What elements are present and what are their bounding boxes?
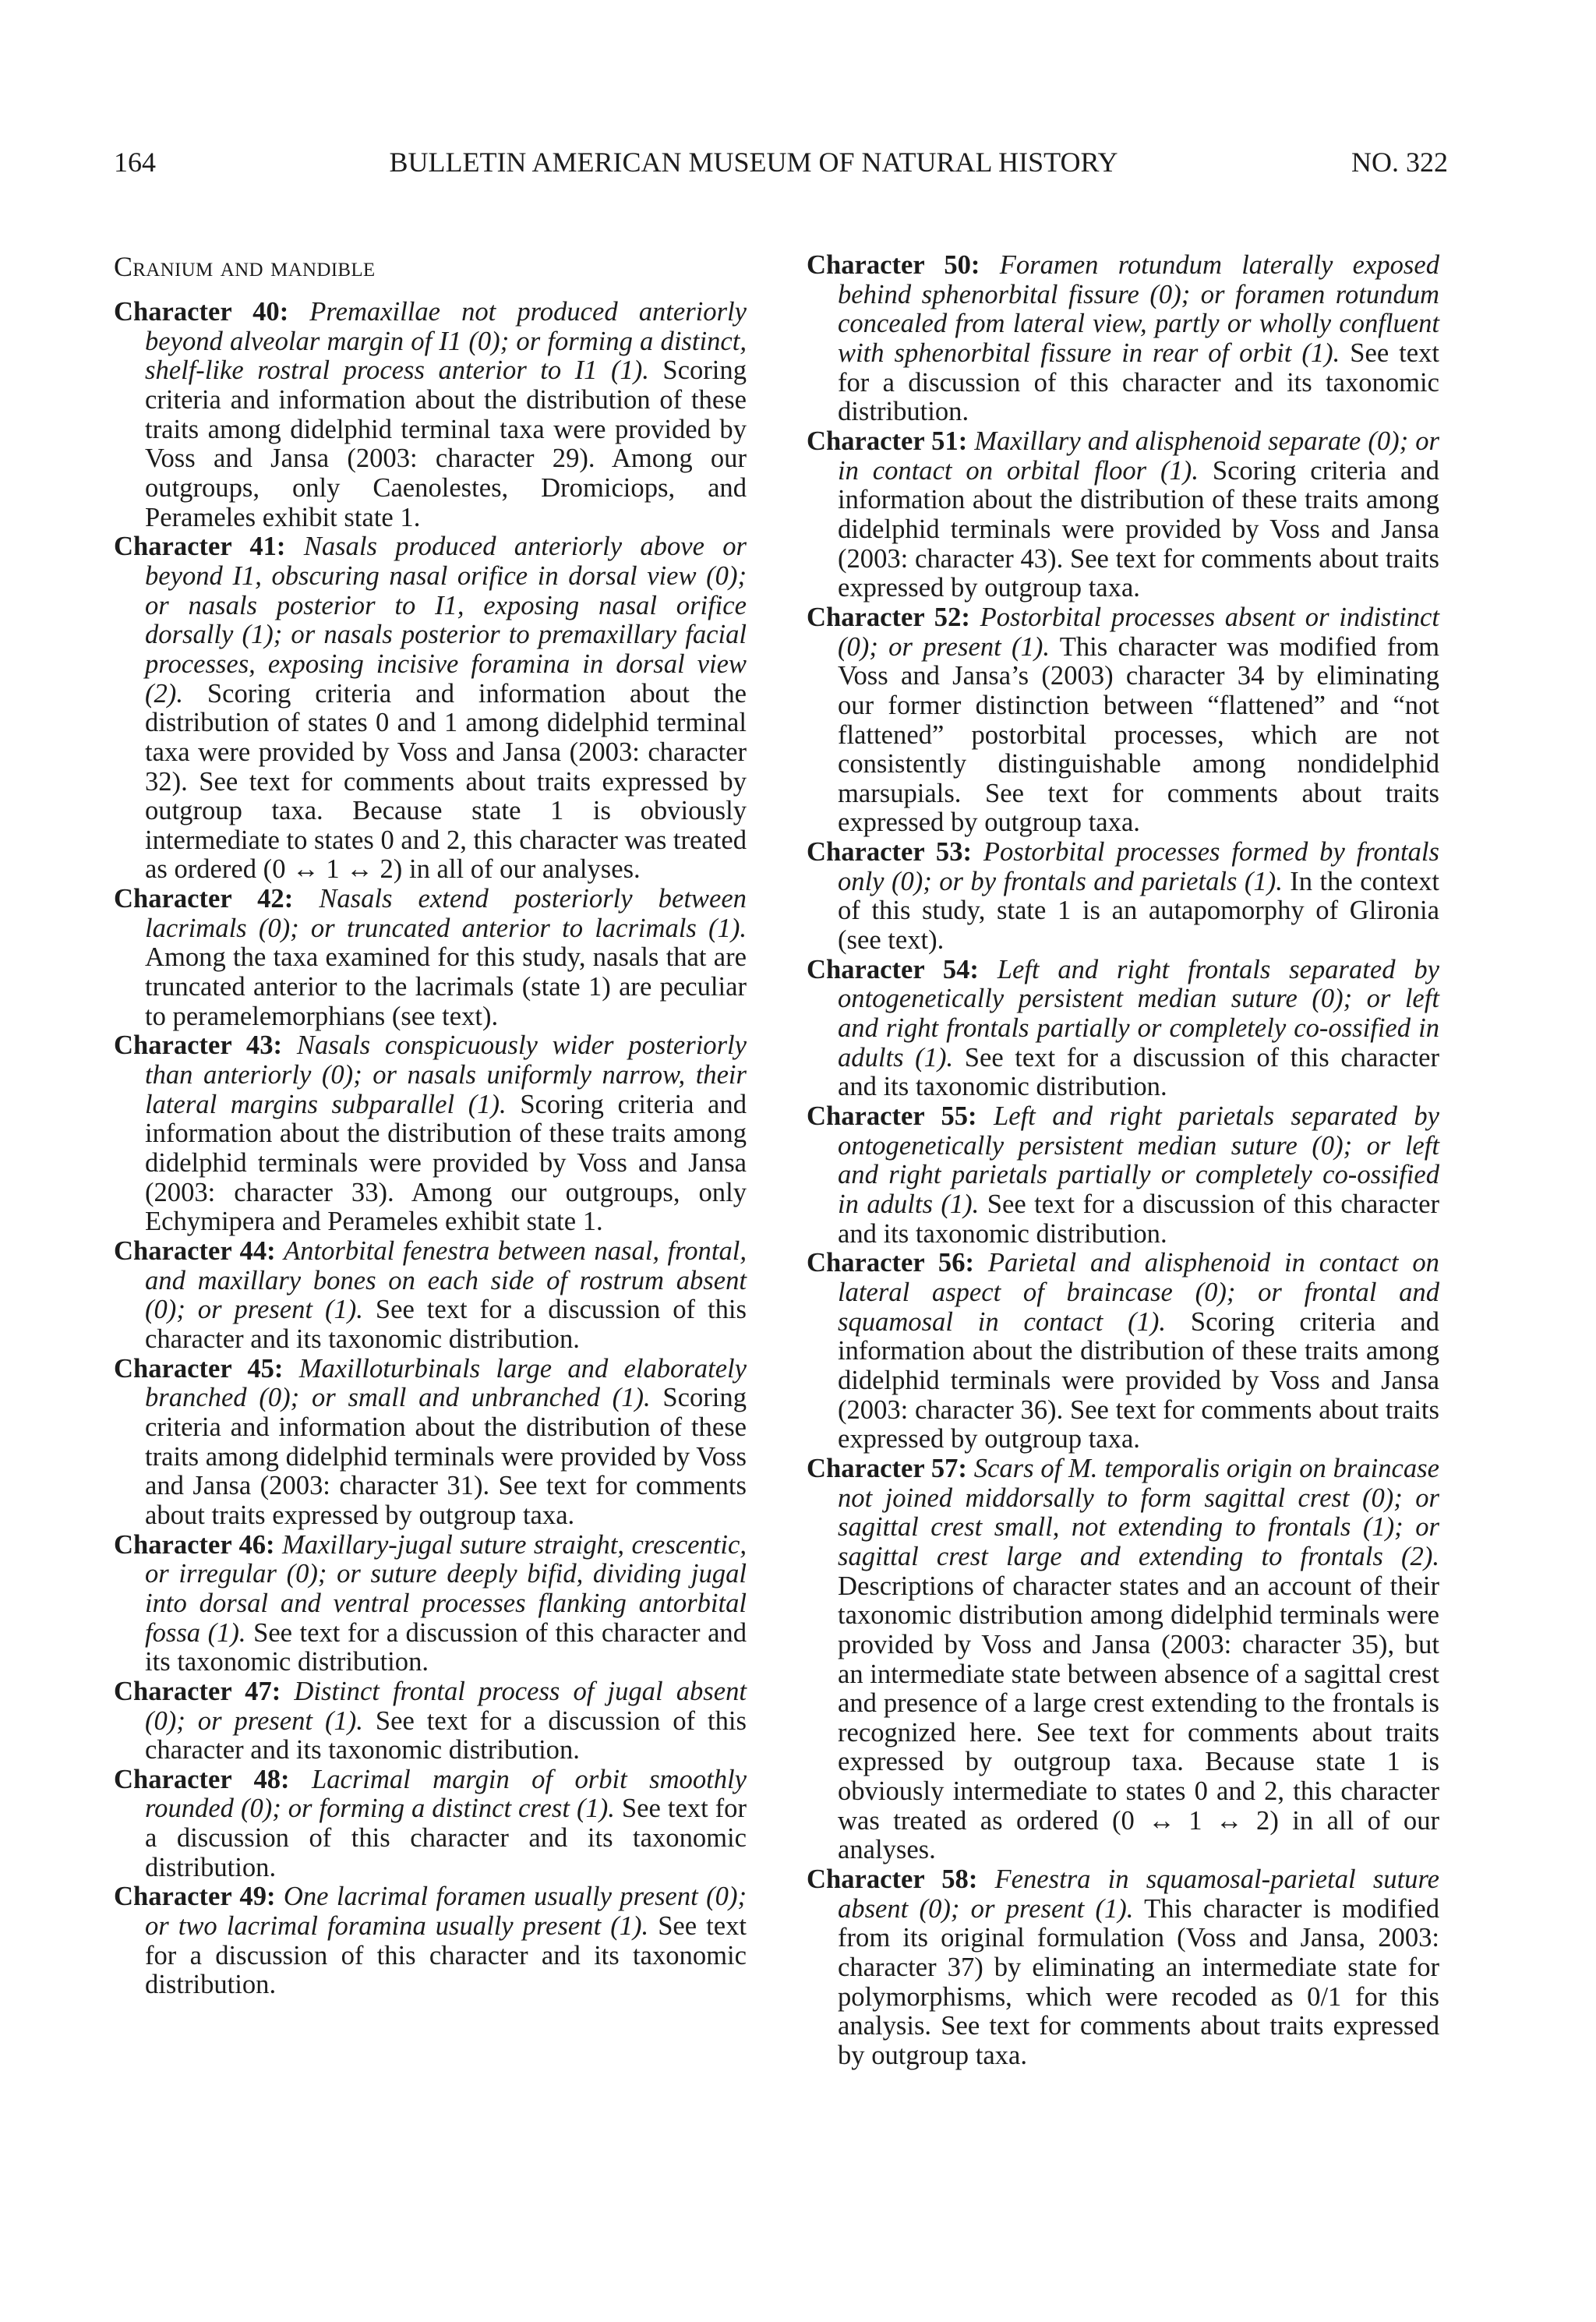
character-entry — [807, 1101, 1439, 1249]
character-commentary: In the context of this study, state 1 is an autapomorphy of Glironia (see text). — [838, 866, 1439, 956]
section-title: Cranium and mandible — [114, 251, 376, 282]
character-entry — [114, 1353, 747, 1531]
character-commentary: This character is modified from its original formulation (Voss and Jansa, 2003: character 37) by eliminating an intermediate state for polymorphisms, which were recoded as 0/1 for this analysis. See text for comments about traits expressed by outgroup taxa. — [838, 1893, 1439, 2071]
character-label: Character 49: — [114, 1882, 276, 1912]
character-label: Character 58: — [807, 1864, 978, 1895]
character-label: Character 54: — [807, 954, 979, 984]
character-commentary: See text for a discussion of this character and its taxonomic distribution. — [145, 1705, 747, 1765]
right-character-list — [807, 251, 1439, 2071]
character-entry — [114, 532, 747, 885]
journal-title: BULLETIN AMERICAN MUSEUM OF NATURAL HISTORY — [389, 147, 1118, 178]
character-commentary: See text for a discussion of this character and its taxonomic distribution. — [838, 338, 1439, 427]
character-definition: Postorbital processes absent or indistinct (0); or present (1). — [838, 602, 1439, 662]
character-label: Character 56: — [807, 1248, 975, 1278]
character-entry — [807, 602, 1439, 838]
character-entry — [114, 297, 747, 532]
character-commentary: Scoring criteria and information about the distribution of states 0 and 1 among didelphid terminal taxa were provided by Voss and Jansa (2003: character 32). See text for comments about traits expressed by outgroup taxa. Because state 1 is obviously intermediate to states 0 and 2, this character was treated as ordered (0 ↔ 1 ↔ 2) in all of our analyses. — [145, 678, 747, 885]
character-definition: Premaxillae not produced anteriorly beyond alveolar margin of I1 (0); or forming a distinct, shelf-like rostral process anterior to I1 (1). — [145, 297, 747, 386]
character-label: Character 41: — [114, 532, 286, 562]
character-definition: Distinct frontal process of jugal absent (0); or present (1). — [145, 1676, 747, 1736]
character-commentary: See text for a discussion of this character and its taxonomic distribution. — [838, 1189, 1439, 1249]
character-entry — [807, 837, 1439, 956]
character-label: Character 47: — [114, 1676, 281, 1706]
left-character-list — [114, 298, 747, 2000]
character-label: Character 45: — [114, 1353, 284, 1384]
character-label: Character 42: — [114, 884, 294, 914]
character-definition: Postorbital processes formed by frontals only (0); or by frontals and parietals (1). — [838, 837, 1439, 896]
character-commentary: Descriptions of character states and an account of their taxonomic distribution among didelphid terminals were provided by Voss and Jansa (2003: character 35), but an intermediate state between absence of a sagittal crest and presence of a large crest extending to the frontals is recognized here. See text for comments about traits expressed by outgroup taxa. Because state 1 is obviously intermediate to states 0 and 2, this character was treated as ordered (0 ↔ 1 ↔ 2) in all of our analyses. — [838, 1571, 1439, 1865]
right-column — [807, 251, 1439, 2071]
page-number: 164 — [114, 147, 156, 178]
character-commentary: Scoring criteria and information about the distribution of these traits among didelphid terminals were provided by Voss and Jansa (2003: character 31). See text for comments about traits expressed by outgroup taxa. — [145, 1383, 747, 1530]
character-label: Character 51: — [807, 426, 968, 456]
character-entry — [807, 1248, 1439, 1454]
character-commentary: See text for a discussion of this character and its taxonomic distribution. — [145, 1794, 747, 1882]
character-definition: Nasals produced anteriorly above or beyond I1, obscuring nasal orifice in dorsal view (0); or nasals posterior to I1, exposing nasal orifice dorsally (1); or nasals posterior to premaxillary facial processes, exposing incisive foramina in dorsal view (2). — [145, 532, 747, 709]
character-commentary: Scoring criteria and information about the distribution of these traits among didelphid terminals were provided by Voss and Jansa (2003: character 36). See text for comments about traits expressed by outgroup taxa. — [838, 1306, 1439, 1454]
character-entry — [807, 1453, 1439, 1865]
character-definition: Fenestra in squamosal-parietal suture absent (0); or present (1). — [838, 1864, 1439, 1924]
character-label: Character 48: — [114, 1764, 290, 1794]
character-label: Character 50: — [807, 250, 980, 280]
character-definition: Nasals conspicuously wider posteriorly than anteriorly (0); or nasals uniformly narrow, their lateral margins subparallel (1). — [145, 1030, 747, 1119]
character-commentary: See text for a discussion of this character and its taxonomic distribution. — [145, 1617, 747, 1677]
character-commentary: See text for a discussion of this character and its taxonomic distribution. — [838, 1042, 1439, 1102]
character-commentary: See text for a discussion of this character and its taxonomic distribution. — [145, 1295, 747, 1354]
character-definition: Foramen rotundum laterally exposed behind sphenorbital fissure (0); or foramen rotundum concealed from lateral view, partly or wholly confluent with sphenorbital fissure in rear of orbit (1). — [838, 250, 1439, 368]
character-definition: One lacrimal foramen usually present (0); or two lacrimal foramina usually present (1). — [145, 1882, 747, 1942]
character-definition: Nasals extend posteriorly between lacrimals (0); or truncated anterior to lacrimals (1). — [145, 884, 747, 943]
character-entry — [114, 1236, 747, 1355]
character-definition: Left and right frontals separated by ontogenetically persistent median suture (0); or left and right frontals partially or completely co-ossified in adults (1). — [838, 954, 1439, 1073]
character-entry — [807, 250, 1439, 427]
character-label: Character 52: — [807, 602, 970, 632]
character-entry — [807, 426, 1439, 603]
character-label: Character 40: — [114, 297, 289, 327]
left-column — [114, 251, 747, 2000]
character-entry — [114, 1030, 747, 1237]
character-label: Character 57: — [807, 1453, 967, 1483]
character-definition: Lacrimal margin of orbit smoothly rounded (0); or forming a distinct crest (1). — [145, 1764, 747, 1824]
character-label: Character 44: — [114, 1236, 276, 1266]
character-definition: Parietal and alisphenoid in contact on lateral aspect of braincase (0); or frontal and squamosal in contact (1). — [838, 1248, 1439, 1337]
character-entry — [807, 1864, 1439, 2071]
character-commentary: See text for a discussion of this character and its taxonomic distribution. — [145, 1911, 747, 2000]
character-label: Character 53: — [807, 837, 973, 868]
character-definition: Maxillary and alisphenoid separate (0); or in contact on orbital floor (1). — [838, 426, 1439, 486]
character-entry — [114, 1882, 747, 2000]
character-definition: Left and right parietals separated by ontogenetically persistent median suture (0); or left and right parietals partially or completely co-ossified in adults (1). — [838, 1101, 1439, 1219]
character-definition: Scars of M. temporalis origin on braincase not joined middorsally to form sagittal crest (0); or sagittal crest small, not extending to frontals (1); or sagittal crest large and extending to frontals (2). — [838, 1453, 1439, 1571]
character-label: Character 55: — [807, 1101, 977, 1132]
character-commentary: Among the taxa examined for this study, nasals that are truncated anterior to the lacrimals (state 1) are peculiar to peramelemorphians (see text). — [145, 942, 747, 1031]
character-entry — [114, 1676, 747, 1765]
character-entry — [807, 954, 1439, 1102]
issue-number: NO. 322 — [1351, 147, 1448, 178]
running-head — [114, 147, 1448, 178]
character-commentary: Scoring criteria and information about the distribution of these traits among didelphid terminal taxa were provided by Voss and Jansa (2003: character 29). Among our outgroups, only Caenolestes, Dromiciops, and Perameles exhibit state 1. — [145, 355, 747, 532]
character-entry — [114, 884, 747, 1031]
character-commentary: Scoring criteria and information about the distribution of these traits among didelphid terminals were provided by Voss and Jansa (2003: character 33). Among our outgroups, only Echymipera and Perameles exhibit state 1. — [145, 1089, 747, 1237]
character-commentary: This character was modified from Voss and Jansa’s (2003) character 34 by eliminating our former distinction between “flattened” and “not flattened” postorbital processes, which are not consistently distinguishable among nondidelphid marsupials. See text for comments about traits expressed by outgroup taxa. — [838, 631, 1439, 838]
character-label: Character 43: — [114, 1030, 283, 1061]
character-label: Character 46: — [114, 1529, 275, 1560]
character-entry — [114, 1764, 747, 1883]
character-definition: Antorbital fenestra between nasal, frontal, and maxillary bones on each side of rostrum absent (0); or present (1). — [145, 1236, 747, 1325]
character-definition: Maxillary-jugal suture straight, crescentic, or irregular (0); or suture deeply bifid, dividing jugal into dorsal and ventral processes flanking antorbital fossa (1). — [145, 1529, 747, 1648]
character-commentary: Scoring criteria and information about the distribution of these traits among didelphid terminals were provided by Voss and Jansa (2003: character 43). See text for comments about traits expressed by outgroup taxa. — [838, 455, 1439, 603]
character-definition: Maxilloturbinals large and elaborately branched (0); or small and unbranched (1). — [145, 1353, 747, 1413]
character-entry — [114, 1529, 747, 1677]
